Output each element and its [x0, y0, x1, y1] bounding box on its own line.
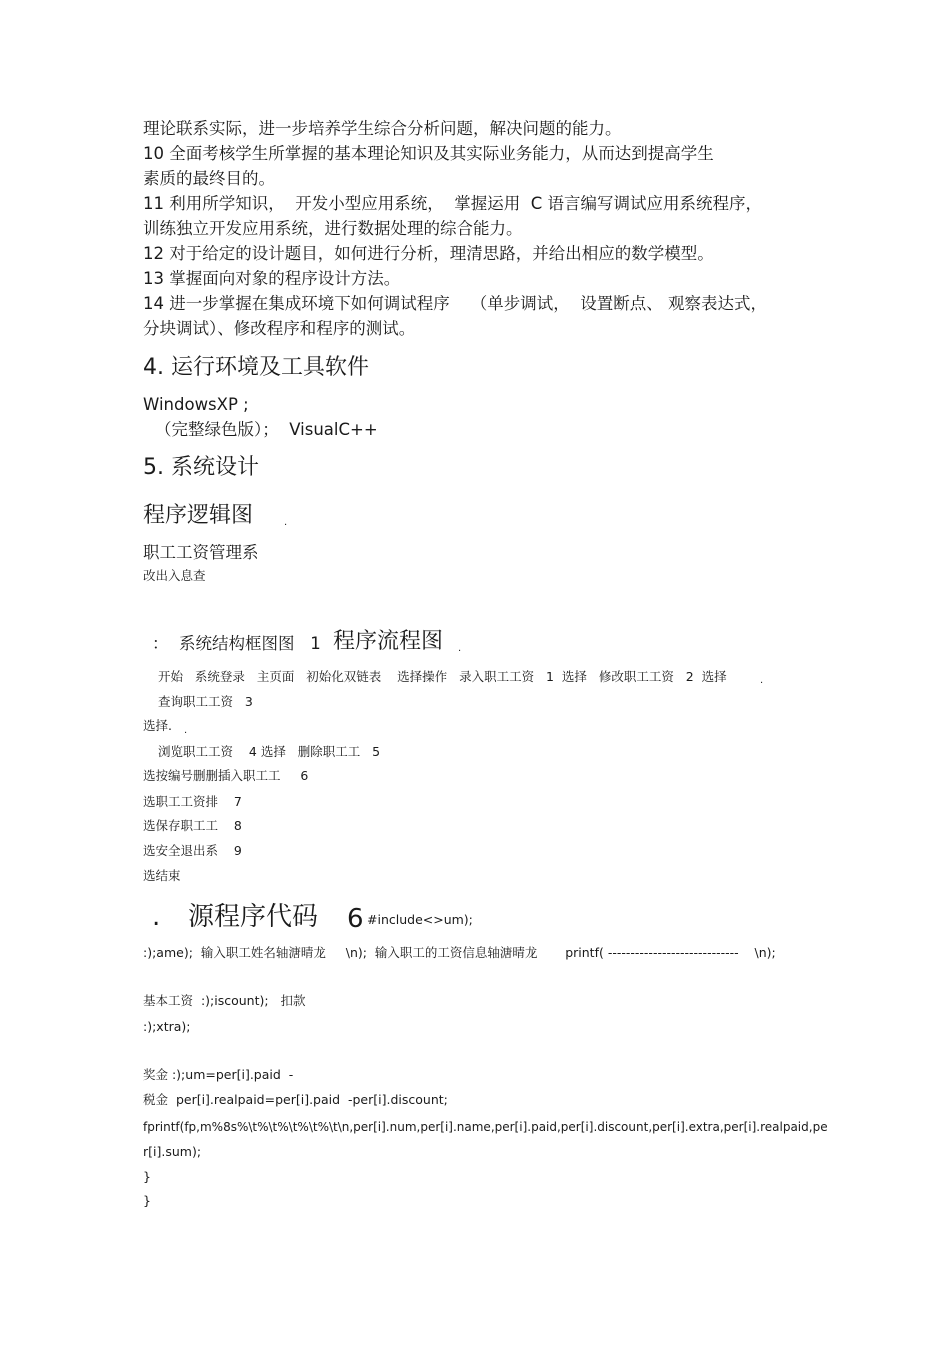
flow-line-8: 选安全退出系 9 [143, 843, 242, 858]
structure-caption: ： 系统结构框图图 1 [152, 634, 321, 653]
text-line-item-10: 10 全面考核学生所掌握的基本理论知识及其实际业务能力，从而达到提高学生 [143, 144, 714, 163]
text-line-item-12: 12 对于给定的设计题目，如何进行分析，理清思路，并给出相应的数学模型。 [143, 244, 714, 263]
source-include-line: #include<>um); [367, 912, 473, 927]
flow-line-3: 选择. [143, 718, 172, 733]
text-line-item-14-cont: 分块调试）、修改程序和程序的测试。 [143, 319, 416, 338]
flow-line-4: 浏览职工工资 4 选择 删除职工工 5 [158, 744, 381, 759]
source-code-heading: 源程序代码 [188, 902, 319, 932]
section-5-heading: 5. 系统设计 [143, 455, 259, 480]
text-line-item-14: 14 进一步掌握在集成环境下如何调试程序 （单步调试， 设置断点、 观察表达式， [143, 294, 767, 313]
code-line-5: 税金 per[i].realpaid=per[i].paid -per[i].discount; [143, 1092, 448, 1107]
flow-line-2: 查询职工工资 3 [158, 694, 253, 709]
flow-chart-heading: 程序流程图 [333, 629, 444, 654]
flow-heading-dot: . [458, 643, 462, 654]
source-heading-prefix: . [152, 902, 161, 932]
flow-line-9: 选结束 [143, 868, 181, 883]
code-line-2: 基本工资 :);iscount); 扣款 [143, 993, 306, 1008]
code-line-4: 奖金 :);um=per[i].paid - [143, 1067, 294, 1082]
flow-line-7: 选保存职工工 8 [143, 818, 242, 833]
logic-heading-dot: . [284, 517, 288, 528]
code-line-3: :);xtra); [143, 1019, 191, 1034]
env-line-tool: （完整绿色版）； VisualC++ [155, 420, 378, 439]
code-line-6: fprintf(fp,m%8s%\t%\t%\t%\t%\t\n,per[i].num,per[i].name,per[i].paid,per[i].discount,per[i].extra,per[i].realpaid,pe [143, 1120, 828, 1134]
text-line-objective-cont: 理论联系实际，进一步培养学生综合分析问题，解决问题的能力。 [143, 119, 622, 138]
code-line-1: :);ame); 输入职工姓名轴溏晴龙 \n); 输入职工的工资信息轴溏晴龙 printf( ----------------------------- \n); [143, 945, 776, 960]
code-line-8: } [143, 1169, 151, 1184]
text-line-item-10-cont: 素质的最终目的。 [143, 169, 275, 188]
flow-line-1: 开始 系统登录 主页面 初始化双链表 选择操作 录入职工工资 1 选择 修改职工工资 2 选择 [158, 669, 727, 684]
code-line-9: } [143, 1193, 151, 1208]
text-line-item-11-cont: 训练独立开发应用系统，进行数据处理的综合能力。 [143, 219, 523, 238]
text-line-item-11: 11 利用所学知识， 开发小型应用系统， 掌握运用 C 语言编写调试应用系统程序， [143, 194, 762, 213]
menu-line: 改出入息查 [143, 568, 206, 583]
flow-line-3-dot: . [184, 725, 188, 736]
code-line-7: r[i].sum); [143, 1144, 202, 1159]
system-title: 职工工资管理系 [143, 543, 259, 562]
logic-diagram-heading: 程序逻辑图 [143, 503, 254, 528]
flow-line-6: 选职工工资排 7 [143, 794, 242, 809]
text-line-item-13: 13 掌握面向对象的程序设计方法。 [143, 269, 401, 288]
source-heading-number: 6 [347, 904, 364, 934]
flow-line-1-dot: . [760, 675, 764, 686]
env-line-os: WindowsXP ; [143, 395, 249, 414]
flow-line-5: 选按编号删删插入职工工 6 [143, 768, 309, 783]
section-4-heading: 4. 运行环境及工具软件 [143, 355, 369, 380]
